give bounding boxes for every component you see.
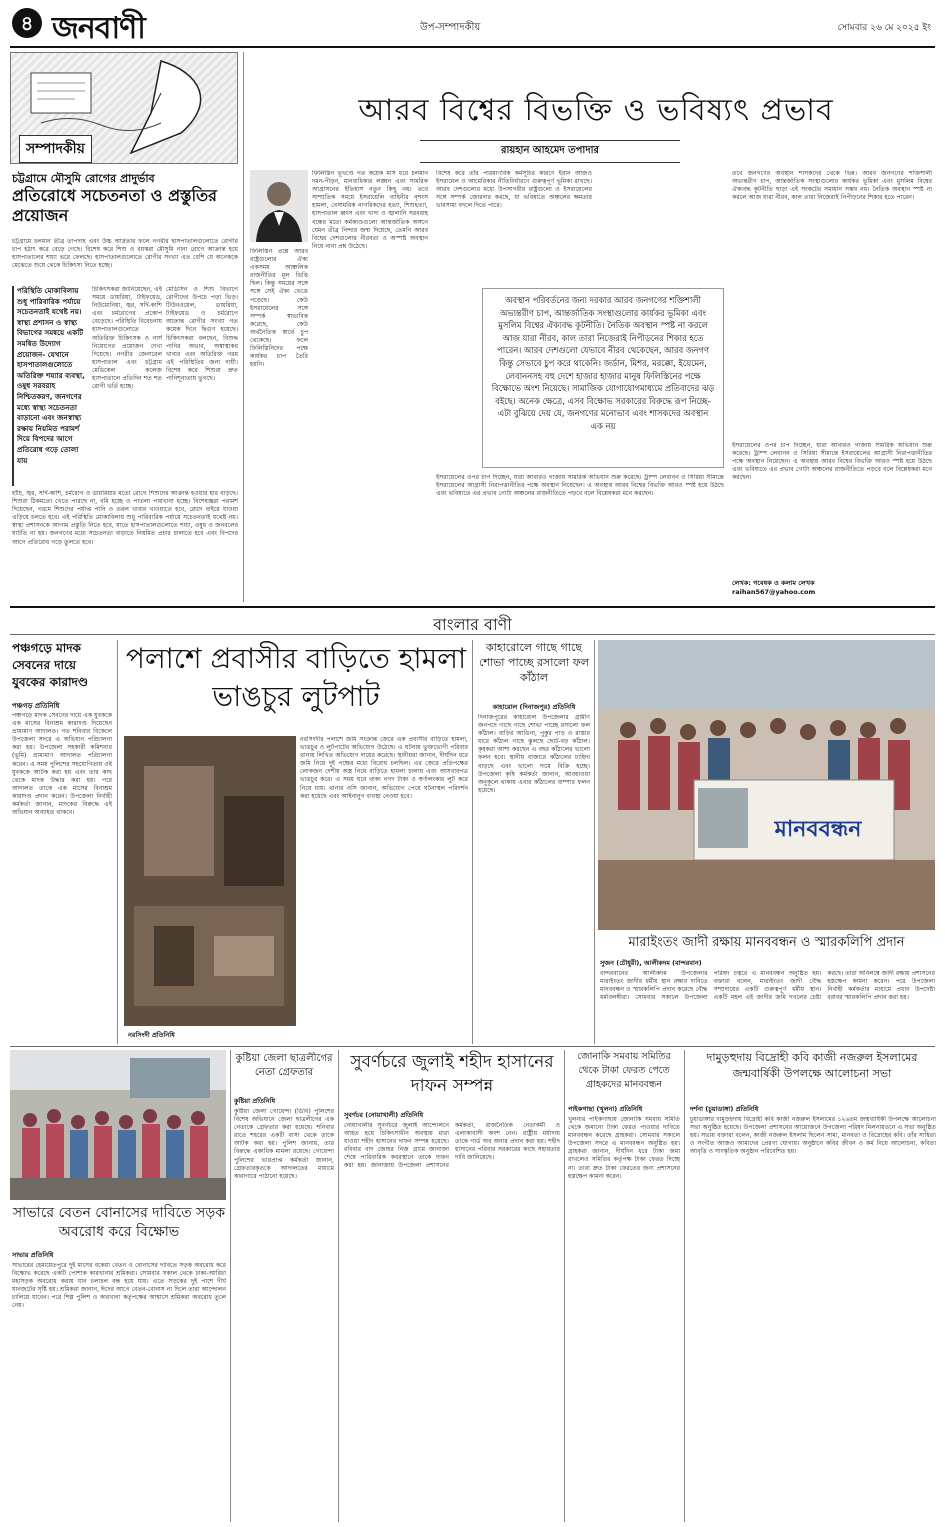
story-panchagarh-byline: পঞ্চগড় প্রতিনিধি <box>12 702 60 710</box>
story-subarnachar-body: নোয়াখালীর সুবর্ণচরে জুলাই আন্দোলনে আহত হয়ে চিকিৎসাধীন অবস্থায় মারা যাওয়া শহীদ হাসানের দাফন সম্পন্ন হয়েছে। রবিবার বাদ জোহর নিজ গ্রামে জানাজা শেষে পারিবারিক কবরস্থানে তাকে দাফন করা হয়। জানাজায় উপজেলা প্রশাসনের কর্মকর্তা, রাজনৈতিক নেতাকর্মী ও এলাকাবাসী অংশ নেন। রাষ্ট্রীয় মর্যাদায় তাকে গার্ড অব অনার প্রদান করা হয়। শহীদ হাসানের পরিবার সরকারের কাছে সহায়তার দাবি জানিয়েছে। <box>344 1122 560 1170</box>
column-divider <box>117 640 118 1044</box>
story-savar-photo <box>10 1050 226 1200</box>
author-photo <box>250 170 308 242</box>
story-kaharol-byline: কাহারোল (দিনাজপুর) প্রতিনিধি <box>492 703 576 711</box>
story-panchagarh-body: পঞ্চগড়ে মাদক সেবনের দায়ে এক যুবককে এক মাসের বিনাশ্রম কারাদণ্ড দিয়েছেন ভ্রাম্যমাণ আদালত। গত শনিবার বিকেলে উপজেলা সদরে এ অভিযান পরিচালনা করা হয়। উপজেলা সহকারী কমিশনার (ভূমি) ভ্রাম্যমাণ আদালত পরিচালনা করেন। এ সময় পুলিশের সহযোগিতায় ওই যুবককে আটক করা হয় এবং তার কাছ থেকে মাদক উদ্ধার করা হয়। পরে আদালত তাকে এক মাসের বিনাশ্রম কারাদণ্ড প্রদান করেন। উপজেলা নির্বাহী কর্মকর্তা জানান, মাদকের বিরুদ্ধে এই অভিযান অব্যাহত থাকবে। <box>12 712 112 817</box>
story-savar-body: সাভারের হেমায়েতপুরে দুই মাসের বকেয়া বেতন ও বোনাসের দাবিতে সড়ক অবরোধ করে বিক্ষোভ করেছে একটি পোশাক কারখানার শ্রমিকরা। সোমবার সকাল থেকে ঢাকা-আরিচা মহাসড়ক অবরোধ করায় যান চলাচল বন্ধ হয়ে যায়। এতে সড়কের দুই পাশে দীর্ঘ যানজটের সৃষ্টি হয়। শ্রমিকরা জানান, ঈদের আগে বেতন-বোনাস না দিলে তারা আন্দোলন চালিয়ে যাবেন। পরে শিল্প পুলিশ ও কারখানা কর্তৃপক্ষের আশ্বাসে শ্রমিকরা অবরোধ তুলে নেয়। <box>12 1262 226 1310</box>
masthead-rule <box>10 46 935 48</box>
oped-pullquote: অবস্থান পরিবর্তনের জন্য দরকার আরব জনগণের শক্তিশালী অভ্যন্তরীণ চাপ, আন্তর্জাতিক সংস্থাগুলোর কার্যকর ভূমিকা এবং মুসলিম বিশ্বের ঐক্যবদ্ধ কূটনীতি। নৈতিক অবস্থান স্পষ্ট না করলে আজ যারা নীরব, কাল তারা নিজেরাই নিপীড়নের শিকার হতে পারেন। আরব দেশগুলো যেভাবে নীরব থেকেছেন, আরব জনগণ কিন্তু সেভাবে চুপ করে থাকেনি। জর্ডান, মিশর, মরক্কো, ইয়েমেন, লেবাননসহ বহু দেশে হাজার হাজার মানুষ ফিলিস্তিনের পক্ষে বিক্ষোভে অংশ নিয়েছে। সামাজিক যোগাযোগমাধ্যমে প্রতিবাদের ঝড় বইছে। অনেক ক্ষেত্রে, এসব বিক্ষোভ সরকারের বিরুদ্ধে রূপ নিচ্ছে-এটা বুঝিয়ে দেয় যে, জনগণের মনোভাব এবং শাসকদের অবস্থান এক নয় <box>482 288 724 468</box>
story-palash-photo-credit: নরসিংদী প্রতিনিধি <box>128 1031 175 1039</box>
story-palash-body-a: নরসিংদীর পলাশে জমি সংক্রান্ত জেরে এক প্রবাসীর বাড়িতে হামলা, ভাঙচুর ও লুটপাটের অভিযোগ উঠেছে। এ ঘটনায় ভুক্তভোগী পরিবার থানায় লিখিত অভিযোগ দায়ের করেছে। স্থানীয়রা জানান, দীর্ঘদিন ধরে জমি নিয়ে দুই পক্ষের মধ্যে বিরোধ চলছিল। এর জেরে প্রতিপক্ষের লোকজন দেশীয় অস্ত্র নিয়ে বাড়িতে হামলা চালায় এবং আসবাবপত্র ভাঙচুর করে। এ সময় ঘরে থাকা নগদ টাকা ও স্বর্ণালংকার লুট করে নিয়ে যায়। থানার ওসি জানান, অভিযোগ পেয়ে ঘটনাস্থল পরিদর্শন করা হয়েছে এবং আইনানুগ ব্যবস্থা নেওয়া হবে। <box>300 736 468 800</box>
oped-headline: আরব বিশ্বের বিভক্তি ও ভবিষ্যৎ প্রভাব <box>358 93 834 128</box>
editorial-body-bottom: হাঁচি, জ্বর, সর্দি-কাশি, চর্মরোগ ও ডায়রিয়ার মতো রোগে শিশুদের আক্রান্ত হওয়ার হার বাড়ছে। শিশুরা ঠিকমতো খেতে পারছে না, বমি হচ্ছে ও পাতলা পায়খানা হচ্ছে। বিশেষজ্ঞরা পরামর্শ দিয়েছেন, গরমে শিশুদের পর্যাপ্ত পানি ও তরল খাবার খাওয়াতে হবে, রোদে বাইরে যাওয়া এড়িয়ে চলতে হবে। এই পরিস্থিতি মোকাবিলায় শুধু পারিবারিক পর্যায়ে সচেতনতাই যথেষ্ট নয়। স্বাস্থ্য প্রশাসনকে আগাম প্রস্তুতি নিতে হবে, যাতে হাসপাতালগুলোতে শয্যা, ওষুধ ও জনবলের ঘাটতি না হয়। জনগণের মধ্যে সচেতনতা বাড়াতে নিয়মিত প্রচার চালাতে হবে এবং বিপদের আগে প্রতিরোধ গড়ে তুলতে হবে। <box>12 490 238 546</box>
story-maraingtong-headline: মারাইংতং জাদী রক্ষায় মানববন্ধন ও স্মারকলিপি প্রদান <box>628 935 905 950</box>
oped-author-note: লেখক: গবেষক ও কলাম লেখক <box>732 579 815 587</box>
oped-col3b: ইসরায়েলের ওপর চাপ দিচ্ছেন, যারা আবারও গাজায় সামরিক অভিযান শুরু করেছে। ট্রাম্প লেবানন ও সিরিয়া সীমান্তে ইসরায়েলের আগ্রাসী নিরাপত্তানীতির পক্ষে অবস্থান নিয়েছেন। এ অবস্থায় আরব বিশ্বের বিভক্তি আরও স্পষ্ট হয়ে উঠছে এবং ভবিষ্যতে এর প্রভাব গোটা অঞ্চলের রাজনীতিতে পড়বে বলে বিশ্লেষকরা মনে করছেন। <box>436 474 724 498</box>
editorial-body-col2: মেডিসিন ও শিশু বিভাগে রোগীদের উপচে পড়া ভিড়। টিউবওয়েল, ডায়রিয়া, টাইফয়েড ও চর্মরোগে আক্রান্ত রোগীর সংখ্যা গত কয়েক দিনে দ্বিগুণ হয়েছে। চিকিৎসকরা বলছেন, বিশুদ্ধ পানির অভাব, অস্বাস্থ্যকর খাবার এবং অতিরিক্ত গরম এই পরিস্থিতির জন্য দায়ী। বিশেষ করে শিশুরা দ্রুত পানিশূন্যতায় ভুগছে। <box>166 286 238 383</box>
oped-col3: বিশেষ করে তাঁর পারমাণবিক কর্মসূচির কারণে ইরান আজও ইসরায়েল ও আমেরিকার নীতিনির্ধারণে গুরুত্বপূর্ণ ভূমিকা রাখছে। আরব দেশগুলোর মধ্যে উপসাগরীয় রাষ্ট্রগুলো ও ইসরায়েলের সঙ্গে সম্পর্ক জোরদার করছে, যা ভবিষ্যতে অঞ্চলের ক্ষমতার ভারসাম্য বদলে দিতে পারে। <box>436 170 592 210</box>
editorial-illustration <box>10 52 238 164</box>
editorial-body-col1: চিকিৎসকরা জানিয়েছেন, এই সময়ে ডায়রিয়া, টাইফয়েড, নিউমোনিয়া, জ্বর, সর্দি-কাশি এবং চর্মরোগের প্রকোপ বেড়েছে। পরিস্থিতি বিবেচনায় হাসপাতালগুলোতে অতিরিক্ত চিকিৎসক ও নার্স নিয়োগের প্রয়োজন দেখা দিয়েছে। নগরীর জেনারেল হাসপাতাল এবং চট্টগ্রাম মেডিকেল কলেজ হাসপাতালে প্রতিদিন শত শত রোগী ভর্তি হচ্ছে। <box>92 286 162 391</box>
oped-col4: তবে জনগণের অবস্থান শাসকদের থেকে ভিন্ন। আরব জনগণের শক্তিশালী অভ্যন্তরীণ চাপ, আন্তর্জাতিক সংস্থাগুলোর কার্যকর ভূমিকা এবং মুসলিম বিশ্বের ঐক্যবদ্ধ কূটনীতি ছাড়া এই সংকটের সমাধান সম্ভব নয়। নৈতিক অবস্থান স্পষ্ট না করলে আজ যারা নীরব, কাল তারা নিজেরাই নিপীড়নের শিকার হতে পারেন। <box>732 170 932 202</box>
column-divider <box>564 1050 565 1522</box>
story-palash-headline: পলাশে প্রবাসীর বাড়িতে হামলা ভাঙচুর লুটপাট <box>125 642 467 713</box>
column-divider <box>684 1050 685 1522</box>
story-jonaki-byline: পাইকগাছা (খুলনা) প্রতিনিধি <box>568 1105 643 1113</box>
column-divider <box>594 640 595 1044</box>
section-rule-bottom <box>10 634 935 635</box>
story-damurhuda-byline: দর্শনা (চুয়াডাঙ্গা) প্রতিনিধি <box>690 1105 759 1113</box>
section-rule-top <box>10 606 935 608</box>
protest-banner-text: মানববন্ধন <box>774 817 862 842</box>
story-jonaki-headline: জোনাকি সমবায় সমিতির থেকে টাকা ফেরত পেতে গ্রাহকদের মানববন্ধন <box>577 1051 671 1090</box>
editorial-body-top: চট্টগ্রামে চলমান তীব্র তাপদাহ এবং উচ্চ আর্দ্রতার ফলে নগরীর হাসপাতালগুলোতে রোগীর চাপ হঠাৎ করে বেড়ে গেছে। বিশেষ করে শিশু ও বয়স্করা মৌসুমি নানা রোগে আক্রান্ত হয়ে হাসপাতালের শয্যা ভরে ফেলছে। হাসপাতালগুলোতে রোগীর সংখ্যা এত বেশি যে অনেককে মেঝেতে শুয়ে থেকে চিকিৎসা নিতে হচ্ছে। <box>12 238 238 270</box>
column-divider <box>338 1050 339 1522</box>
oped-col2: ফিলিস্তিন প্রশ্নে আরব রাষ্ট্রগুলোর ঐক্য একসময় আঞ্চলিক রাজনীতির মূল ভিত্তি ছিল। কিন্তু সময়ের সঙ্গে সঙ্গে সেই ঐক্য ভেঙে পড়েছে। কেউ ইসরায়েলের সঙ্গে সম্পর্ক স্বাভাবিক করেছে, কেউ অর্থনৈতিক স্বার্থে চুপ থেকেছে। ফলে ফিলিস্তিনিদের পক্ষে কার্যকর চাপ তৈরি হয়নি। <box>250 248 308 369</box>
story-jonaki-body: খুলনার পাইকগাছায় জোনাকি সমবায় সমিতি থেকে জমানো টাকা ফেরত পাওয়ার দাবিতে মানববন্ধন করেছে গ্রাহকরা। সোমবার সকালে উপজেলা সদরে এ মানববন্ধন অনুষ্ঠিত হয়। গ্রাহকরা জানান, দীর্ঘদিন ধরে টাকা জমা রাখলেও সমিতির কর্তৃপক্ষ টাকা ফেরত দিচ্ছে না। তারা দ্রুত টাকা ফেরতের জন্য প্রশাসনের হস্তক্ষেপ কামনা করেন। <box>568 1116 680 1180</box>
editorial-headline: প্রতিরোধে সচেতনতা ও প্রস্তুতির প্রয়োজন <box>12 186 217 225</box>
story-kushtia-headline: কুষ্টিয়া জেলা ছাত্রলীগের নেতা গ্রেফতার <box>235 1053 333 1078</box>
column-divider <box>243 52 244 602</box>
issue-date: সোমবার ২৬ মে ২০২৫ ইং <box>837 23 931 33</box>
editorial-label: সম্পাদকীয় <box>19 135 92 163</box>
story-panchagarh-headline: পঞ্চগড়ে মাদক সেবনের দায়ে যুবকের কারাদণ্ড <box>12 641 89 689</box>
row-rule <box>10 1046 935 1047</box>
column-divider <box>472 640 473 1044</box>
story-damurhuda-body: চুয়াডাঙ্গার দামুড়হুদায় বিদ্রোহী কবি কাজী নজরুল ইসলামের ১২৬তম জন্মবার্ষিকী উপলক্ষে আলোচনা সভা অনুষ্ঠিত হয়েছে। উপজেলা প্রশাসনের আয়োজনে উপজেলা পরিষদ মিলনায়তনে এ সভা অনুষ্ঠিত হয়। সভায় বক্তারা বলেন, কাজী নজরুল ইসলাম ছিলেন সাম্য, মানবতা ও বিদ্রোহের কবি। তাঁর সাহিত্য ও সংগীত আজও আমাদের প্রেরণা যোগায়। অনুষ্ঠানে কবির জীবন ও কর্ম নিয়ে আলোচনা, কবিতা আবৃত্তি ও সাংস্কৃতিক অনুষ্ঠান পরিবেশিত হয়। <box>690 1116 936 1156</box>
story-maraingtong-body: বান্দরবানের আলীকদম উপজেলার মারাইংতং জাদীর ধর্মীয় স্থান রক্ষার দাবিতে মানববন্ধন ও স্মারকলিপি প্রদান করেছে বৌদ্ধ ধর্মাবলম্বীরা। সোমবার সকালে উপজেলা পরিষদ চত্বরে এ মানববন্ধন অনুষ্ঠিত হয়। বক্তারা বলেন, মারাইংতং জাদী বৌদ্ধ সম্প্রদায়ের একটি গুরুত্বপূর্ণ ধর্মীয় স্থান। একটি মহল এই জাদীর জমি দখলের চেষ্টা করছে। তারা অবিলম্বে জাদী রক্ষায় প্রশাসনের হস্তক্ষেপ কামনা করেন। পরে উপজেলা নির্বাহী কর্মকর্তার মাধ্যমে প্রধান উপদেষ্টা বরাবর স্মারকলিপি প্রদান করা হয়। <box>600 970 935 1002</box>
oped-col1: ফিলিস্তিন ভূখণ্ডে গত কয়েক মাস ধরে চলমান দমন-পীড়ন, মানবাধিকার লঙ্ঘন এবং সামরিক আগ্রাসনের ইতিহাস নতুন কিছু নয়। তবে সাম্প্রতিক সময়ে ইসরায়েলি বাহিনীর নৃশংস হামলা, বেসামরিক নাগরিকদের হত্যা, শিশুহত্যা, হাসপাতাল ধ্বংস এবং খাদ্য ও জ্বালানি সরবরাহ বন্ধের মতো কর্মকাণ্ডগুলো আন্তর্জাতিক অঙ্গনে যেমন তীব্র নিন্দার জন্ম দিয়েছে, তেমনি আরব বিশ্বের দেশগুলোর নীরবতা ও অস্পষ্ট অবস্থান নিয়ে নানা প্রশ্ন উঠেছে। <box>312 170 428 250</box>
section-name: উপ-সম্পাদকীয় <box>420 22 481 33</box>
story-subarnachar-byline: সুবর্ণচর (নোয়াখালী) প্রতিনিধি <box>344 1111 424 1119</box>
oped-author-email: raihan567@yahoo.com <box>732 588 816 596</box>
column-divider <box>230 1050 231 1522</box>
story-savar-byline: সাভার প্রতিনিধি <box>12 1251 54 1259</box>
story-savar-headline: সাভারে বেতন বোনাসের দাবিতে সড়ক অবরোধ করে বিক্ষোভ <box>12 1205 226 1240</box>
story-kushtia-byline: কুষ্টিয়া প্রতিনিধি <box>234 1097 276 1105</box>
story-kushtia-body: কুষ্টিয়া জেলা গোয়েন্দা (ডিবি) পুলিশের বিশেষ অভিযানে জেলা ছাত্রলীগের এক নেতাকে গ্রেফতার করা হয়েছে। শনিবার রাতে শহরের একটি বাসা থেকে তাকে আটক করা হয়। পুলিশ জানায়, তার বিরুদ্ধে একাধিক মামলা রয়েছে। গোয়েন্দা পুলিশের ভারপ্রাপ্ত কর্মকর্তা জানান, গ্রেফতারকৃতকে আদালতের মাধ্যমে কারাগারে পাঠানো হয়েছে। <box>234 1108 334 1180</box>
page-number-badge: ৪ <box>12 8 42 38</box>
oped-col5: ইসরায়েলের ওপর চাপ দিচ্ছেন, যারা আবারও গাজায় সামরিক অভিযান শুরু করেছে। ট্রাম্প লেবানন ও সিরিয়া সীমান্তে ইসরায়েলের আগ্রাসী নিরাপত্তানীতির পক্ষে অবস্থান নিয়েছেন। এ অবস্থায় আরব বিশ্বের বিভক্তি আরও স্পষ্ট হয়ে উঠছে এবং ভবিষ্যতে এর প্রভাব গোটা অঞ্চলের রাজনীতিতে পড়বে বলে বিশ্লেষকরা মনে করছেন। <box>732 442 932 482</box>
story-subarnachar-headline: সুবর্ণচরে জুলাই শহীদ হাসানের দাফন সম্পন্ন <box>350 1052 554 1096</box>
editorial-pullquote: পরিস্থিতি মোকাবিলায় শুধু পারিবারিক পর্যায়ে সচেতনতাই যথেষ্ট নয়। স্বাস্থ্য প্রশাসন ও স্বাস্থ্য বিভাগের সমন্বয়ে একটি সমন্বিত উদ্যোগ প্রয়োজন- যেখানে হাসপাতালগুলোতে অতিরিক্ত শয্যার ব্যবস্থা, ওষুধ সরবরাহ নিশ্চিতকরণ, জনগণের মধ্যে স্বাস্থ্য সচেতনতা বাড়ানো এবং জনস্বাস্থ্য রক্ষায় নিয়মিত পরামর্শ দিয়ে বিপদের আগে প্রতিরোধ গড়ে তোলা যায় <box>12 286 86 486</box>
story-palash-photo <box>124 736 296 1026</box>
masthead <box>0 0 945 46</box>
story-kaharol-headline: কাহারোলে গাছে গাছে শোভা পাচ্ছে রসালো ফল কাঁঠাল <box>478 641 590 684</box>
story-kaharol-body: দিনাজপুরের কাহারোল উপজেলার গ্রামীণ জনপদে গাছে গাছে শোভা পাচ্ছে রসালো ফল কাঁঠাল। বাড়ির আঙিনা, পুকুর পাড় ও রাস্তার ধারে কাঁঠাল গাছে ঝুলছে ছোট-বড় কাঁঠাল। কৃষকরা আশা করছেন এ বছর কাঁঠালের ভালো ফলন হবে। স্থানীয় বাজারে কাঁঠালের চাহিদা বাড়ছে এবং ভালো দামে বিক্রি হচ্ছে। উপজেলা কৃষি কর্মকর্তা জানান, আবহাওয়া অনুকূলে থাকায় এবার কাঁঠালের বাম্পার ফলন হয়েছে। <box>478 714 590 794</box>
oped-author: রায়হান আহমেদ তপাদার <box>420 140 680 163</box>
editorial-kicker: চট্টগ্রামে মৌসুমি রোগের প্রাদুর্ভাব <box>12 172 155 185</box>
story-maraingtong-photo <box>598 640 935 930</box>
section-title: বাংলার বাণী <box>433 615 512 634</box>
story-damurhuda-headline: দামুড়হুদায় বিদ্রোহী কবি কাজী নজরুল ইসলামের জন্মবার্ষিকী উপলক্ষে আলোচনা সভা <box>706 1051 918 1080</box>
story-maraingtong-byline: সুজন (চৌধুরী), আলীকদম (বান্দরবান) <box>600 959 702 967</box>
newspaper-logo: জনবাণী <box>52 11 145 46</box>
